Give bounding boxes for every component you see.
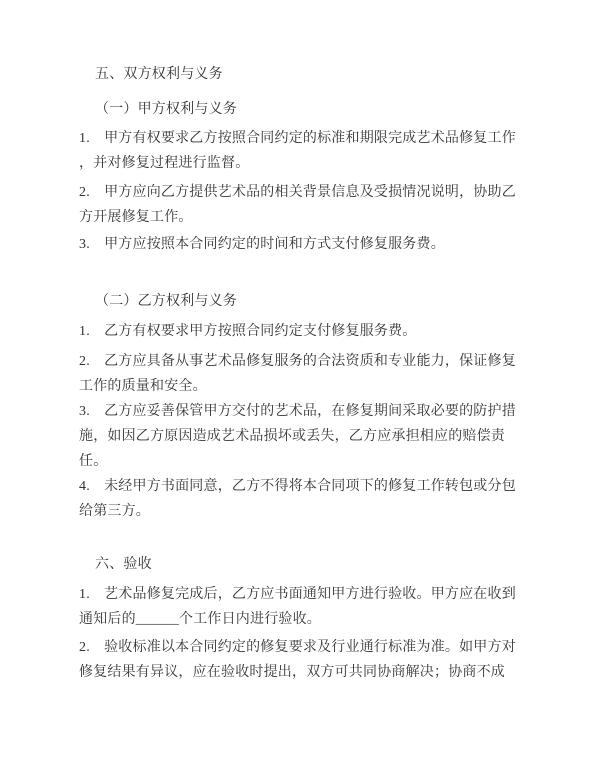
text-line: 给第三方。: [79, 504, 150, 519]
paragraph: [79, 582, 521, 632]
section-heading-text: 六、验收: [95, 557, 152, 572]
paragraph: [79, 399, 521, 474]
text-line: 施，如因乙方原因造成艺术品损坏或丢失，乙方应承担相应的赔偿责: [79, 429, 505, 444]
text-line: 3. 甲方应按照本合同约定的时间和方式支付修复服务费。: [79, 237, 445, 252]
text-line: ，并对修复过程进行监督。: [79, 156, 250, 171]
subsection-heading-text: （二）乙方权利与义务: [95, 294, 237, 309]
text-line: 3. 乙方应妥善保管甲方交付的艺术品，在修复期间采取必要的防护措: [79, 404, 516, 419]
text-line-with-fill-in-blank: 通知后的______个工作日内进行验收。: [79, 612, 321, 627]
text-line: 4. 未经甲方书面同意，乙方不得将本合同项下的修复工作转包或分包: [79, 479, 516, 494]
text-line: 1. 乙方有权要求甲方按照合同约定支付修复服务费。: [79, 324, 417, 339]
text-line: 方开展修复工作。: [79, 210, 193, 225]
text-line: 2. 验收标准以本合同约定的修复要求及行业通行标准为准。如甲方对: [79, 640, 516, 655]
text-line: 工作的质量和安全。: [79, 379, 207, 394]
text-line: 修复结果有异议，应在验收时提出，双方可共同协商解决；协商不成: [79, 665, 505, 680]
text-line: 1. 艺术品修复完成后，乙方应书面通知甲方进行验收。甲方应在收到: [79, 587, 516, 602]
paragraph: [79, 126, 521, 176]
paragraph: [79, 349, 521, 399]
paragraph: [79, 474, 521, 524]
section-heading-text: 五、双方权利与义务: [95, 67, 223, 82]
paragraph: [79, 232, 521, 257]
subsection-heading-text: （一）甲方权利与义务: [95, 102, 237, 117]
section-heading-5: [95, 62, 521, 87]
subsection-heading-yifang: [95, 289, 521, 314]
subsection-heading-jiafang: [95, 97, 521, 122]
text-line: 2. 甲方应向乙方提供艺术品的相关背景信息及受损情况说明，协助乙: [79, 185, 516, 200]
paragraph: [79, 635, 521, 685]
text-line: 1. 甲方有权要求乙方按照合同约定的标准和期限完成艺术品修复工作: [79, 131, 516, 146]
text-line: 任。: [79, 454, 108, 469]
paragraph: [79, 180, 521, 230]
paragraph: [79, 319, 521, 344]
text-line: 2. 乙方应具备从事艺术品修复服务的合法资质和专业能力，保证修复: [79, 354, 516, 369]
section-heading-6: [95, 552, 521, 577]
